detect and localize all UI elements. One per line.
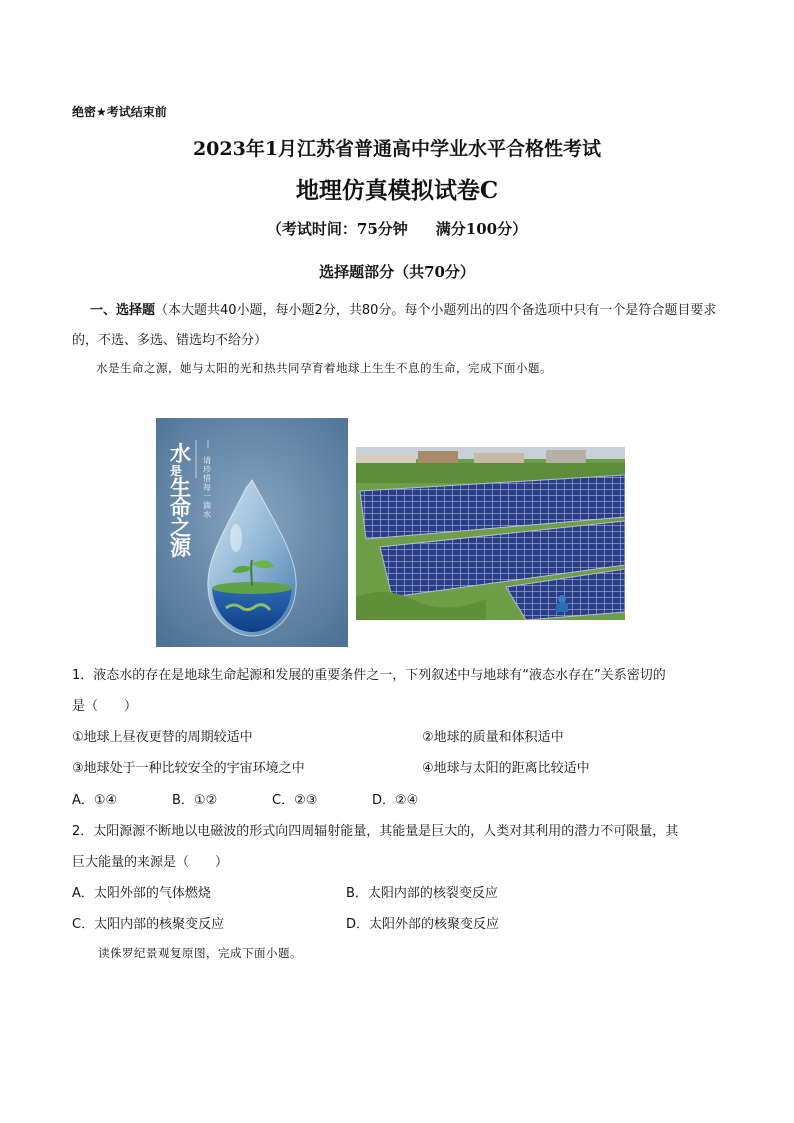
question-1-line-1: 1．液态水的存在是地球生命起源和发展的重要条件之一，下列叙述中与地球有“液态水存在”关系密切的 [72,668,666,683]
question-2-line-2: 巨大能量的来源是（ ） [72,855,229,870]
question-2-option-d[interactable]: D．太阳外部的核聚变反应 [346,917,500,932]
question-1-option-a[interactable]: A．①④ [72,793,118,808]
question-1-statement-1: ①地球上昼夜更替的周期较适中 [72,730,253,745]
instruction-label: 一、选择题 [90,303,156,318]
question-1-option-b[interactable]: B．①② [172,793,218,808]
question-1-statement-3: ③地球处于一种比较安全的宇宙环境之中 [72,761,305,776]
question-2-option-a[interactable]: A．太阳外部的气体燃烧 [72,886,211,901]
solar-panels-image [356,447,625,620]
question-1-statement-2: ②地球的质量和体积适中 [422,730,564,745]
full-score: 满分100分） [435,220,528,238]
question-1-option-c[interactable]: C．②③ [272,793,318,808]
question-1-line-2: 是（ ） [72,699,138,714]
question-2-line-1: 2．太阳源源不断地以电磁波的形式向四周辐射能量，其能量是巨大的，人类对其利用的潜力不可限量，其 [72,824,679,839]
question-2-option-c[interactable]: C．太阳内部的核聚变反应 [72,917,225,932]
exam-info [0,218,794,239]
instructions [72,296,724,356]
water-poster-image [156,418,348,647]
solar-panels-graphic [356,447,625,620]
exam-subtitle: 地理仿真模拟试卷C [295,177,499,204]
section-title: 选择题部分（共70分） [319,263,475,281]
poster-title: 水 是 生 命 之 源 [170,442,191,560]
instruction-text: （本大题共40小题，每小题2分，共80分。每个小题列出的四个备选项中只有一个是符合题目要求的，不选、多选、错选均不给分） [72,303,717,348]
poster-side-text: 请珍惜每一滴水 [203,456,211,519]
intro-text-2: 读侏罗纪景观复原图，完成下面小题。 [98,946,302,960]
intro-text: 水是生命之源，她与太阳的光和热共同孕育着地球上生生不息的生命，完成下面小题。 [96,361,552,375]
exam-time: （考试时间：75分钟 [266,220,408,238]
question-1-option-d[interactable]: D．②④ [372,793,419,808]
exam-title: 2023年1月江苏省普通高中学业水平合格性考试 [192,138,602,160]
question-2-option-b[interactable]: B．太阳内部的核裂变反应 [346,886,498,901]
secret-mark: 绝密★考试结束前 [72,105,167,119]
question-1-statement-4: ④地球与太阳的距离比较适中 [422,761,590,776]
